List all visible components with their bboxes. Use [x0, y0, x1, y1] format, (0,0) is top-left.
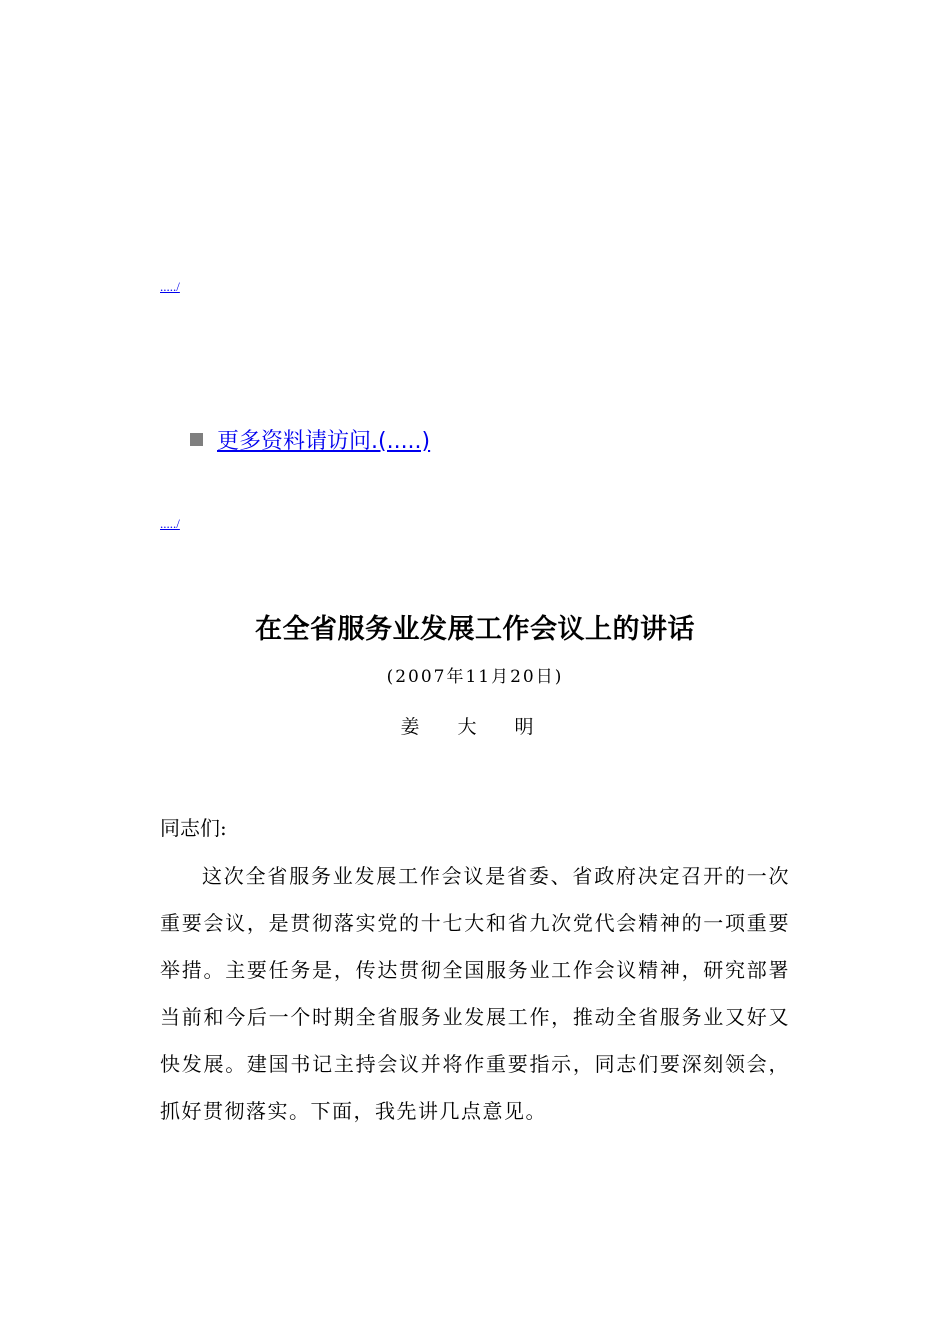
document-author: 姜 大 明 [400, 716, 550, 738]
document-date: (2007年11月20日) [386, 667, 564, 687]
top-link[interactable]: ...../ [160, 279, 180, 294]
more-resources-link[interactable]: 更多资料请访问.(.....) [217, 428, 431, 454]
body-paragraph: 这次全省服务业发展工作会议是省委、省政府决定召开的一次重要会议，是贯彻落实党的十七大和省九次党代会精神的一项重要举措。主要任务是，传达贯彻全国服务业工作会议精神，研究部署当前和今后一个时期全省服务业发展工作，推动全省服务业又好又快发展。建国书记主持会议并将作重要指示，同志们要深刻领会，抓好贯彻落实。下面，我先讲几点意见。 [160, 864, 790, 1123]
salutation: 同志们: [160, 816, 227, 840]
document-title: 在全省服务业发展工作会议上的讲话 [255, 614, 695, 645]
square-bullet-icon [190, 433, 203, 446]
more-resources-row [190, 424, 430, 454]
second-link[interactable]: ...../ [160, 516, 180, 531]
